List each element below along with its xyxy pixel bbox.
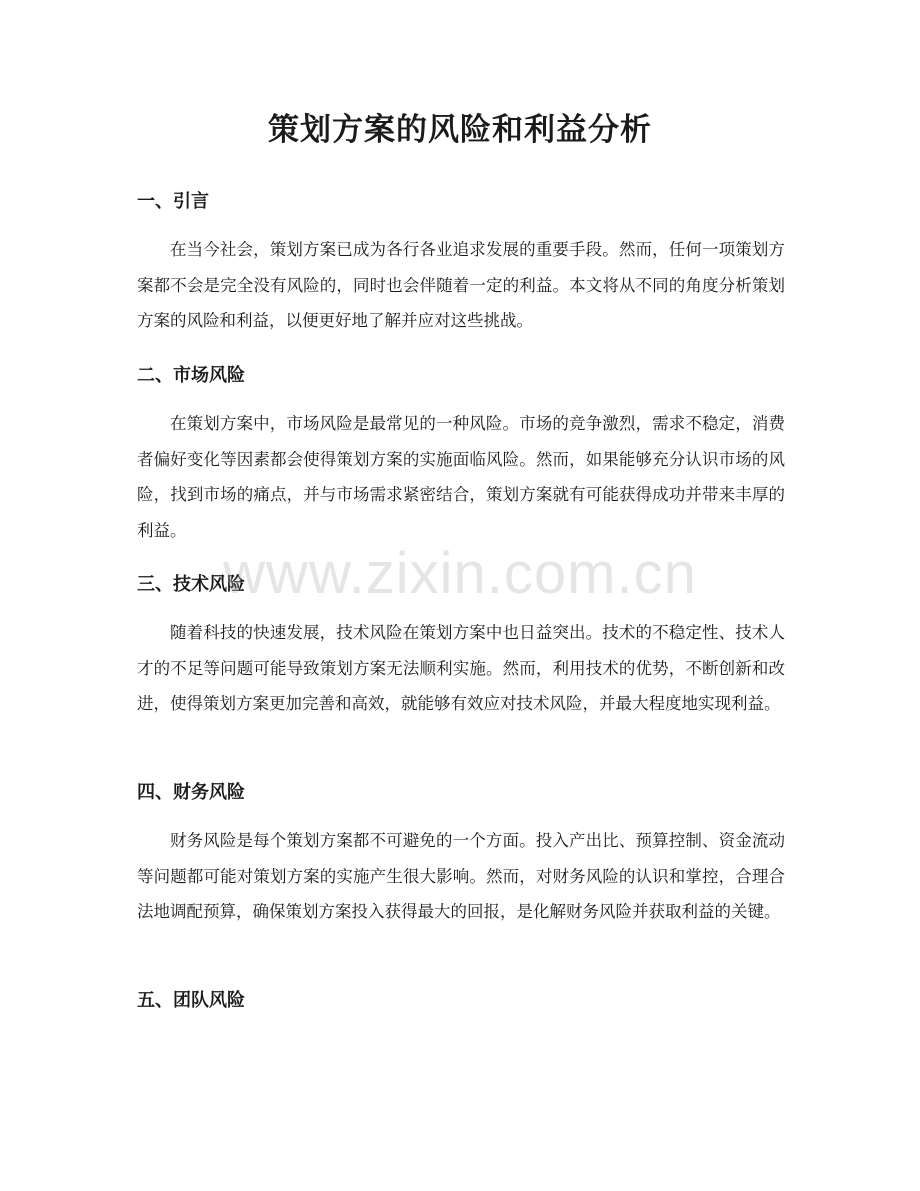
section-heading-intro: 一、引言 xyxy=(137,191,209,212)
section-paragraph-tech-risk: 随着科技的快速发展，技术风险在策划方案中也日益突出。技术的不稳定性、技术人才的不足等问题可能导致策划方案无法顺利实施。然而，利用技术的优势，不断创新和改进，使得策划方案更加完善和高效，就能够有效应对技术风险，并最大程度地实现利益。 xyxy=(137,623,785,713)
section-paragraph-finance-risk: 财务风险是每个策划方案都不可避免的一个方面。投入产出比、预算控制、资金流动等问题都可能对策划方案的实施产生很大影响。然而，对财务风险的认识和掌控，合理合法地调配预算，确保策划方案投入获得最大的回报，是化解财务风险并获取利益的关键。 xyxy=(137,831,785,921)
section-heading-finance-risk: 四、财务风险 xyxy=(137,782,245,803)
section-heading-tech-risk: 三、技术风险 xyxy=(137,574,245,595)
section-heading-team-risk: 五、团队风险 xyxy=(137,990,245,1011)
page-title: 策划方案的风险和利益分析 xyxy=(268,112,652,148)
section-paragraph-intro: 在当今社会，策划方案已成为各行各业追求发展的重要手段。然而，任何一项策划方案都不会是完全没有风险的，同时也会伴随着一定的利益。本文将从不同的角度分析策划方案的风险和利益，以便更好地了解并应对这些挑战。 xyxy=(137,240,785,330)
section-paragraph-market-risk: 在策划方案中，市场风险是最常见的一种风险。市场的竞争激烈，需求不稳定，消费者偏好变化等因素都会使得策划方案的实施面临风险。然而，如果能够充分认识市场的风险，找到市场的痛点，并与市场需求紧密结合，策划方案就有可能获得成功并带来丰厚的利益。 xyxy=(137,414,785,540)
section-heading-market-risk: 二、市场风险 xyxy=(137,365,245,386)
watermark: www.zixin.com.cn xyxy=(223,541,697,606)
